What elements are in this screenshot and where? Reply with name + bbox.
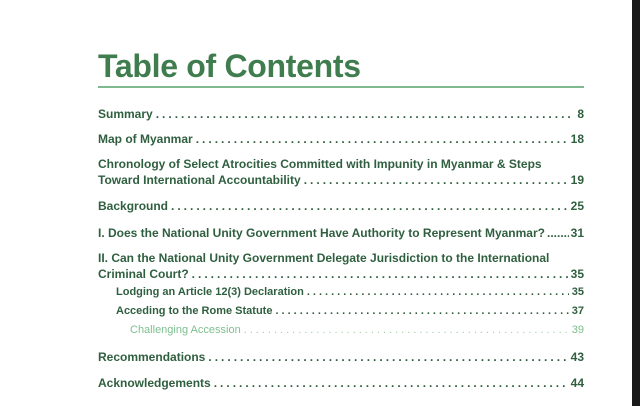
toc-entry-page: 35 — [571, 286, 584, 298]
toc-entry-label: Challenging Accession — [130, 324, 241, 336]
toc-entry-chronology[interactable] — [98, 156, 584, 188]
dot-leader — [171, 198, 568, 214]
toc-entry-label: Acknowledgements — [98, 376, 211, 390]
toc-entry-label: Background — [98, 199, 169, 213]
toc-entry-label: Criminal Court? — [98, 267, 189, 281]
toc-entry-label: Acceding to the Rome Statute — [116, 305, 273, 317]
page-title: Table of Contents — [98, 48, 361, 84]
toc-entry-page: 19 — [570, 173, 584, 187]
toc-entry-section-2[interactable] — [98, 250, 584, 282]
toc-entry-label: Map of Myanmar — [98, 132, 193, 146]
toc-entry-label: Recommendations — [98, 350, 206, 364]
toc-entry-page: 18 — [570, 132, 584, 146]
toc-subentry-challenging-accession[interactable] — [98, 322, 584, 338]
toc-page — [98, 46, 584, 390]
toc-entry-section-1[interactable] — [98, 225, 584, 241]
toc-entry-label-line1: Chronology of Select Atrocities Committed with Impunity in Myanmar & Steps — [98, 157, 542, 171]
dot-leader — [307, 284, 569, 300]
toc-entry-background[interactable] — [98, 198, 584, 214]
toc-subentry-article-12-3[interactable] — [98, 284, 584, 300]
dot-leader — [208, 349, 567, 365]
dot-leader — [156, 106, 575, 122]
page-edge — [632, 0, 640, 406]
dot-leader — [244, 322, 569, 338]
toc-entry-label: Lodging an Article 12(3) Declaration — [116, 286, 304, 298]
toc-entry-page: 39 — [571, 324, 584, 336]
toc-subentry-rome-statute[interactable] — [98, 303, 584, 319]
dot-leader — [196, 131, 568, 147]
toc-entry-acknowledgements[interactable] — [98, 375, 584, 391]
toc-entry-page: 25 — [570, 199, 584, 213]
toc-entry-page: 44 — [570, 376, 584, 390]
toc-entry-page: 8 — [577, 107, 584, 121]
toc-entry-page: 35 — [570, 267, 584, 281]
toc-entry-label-line1: II. Can the National Unity Government Delegate Jurisdiction to the International — [98, 251, 550, 265]
toc-entry-label: I. Does the National Unity Government Have Authority to Represent Myanmar? — [98, 226, 545, 240]
toc-entry-page: 37 — [571, 305, 584, 317]
toc-entry-map[interactable] — [98, 131, 584, 147]
dot-leader — [304, 172, 568, 188]
dot-leader — [192, 266, 568, 282]
dot-leader — [214, 375, 568, 391]
toc-entry-recommendations[interactable] — [98, 349, 584, 365]
dot-leader — [547, 225, 569, 241]
toc-entry-label: Toward International Accountability — [98, 173, 301, 187]
toc-entry-page: 31 — [570, 226, 584, 240]
toc-entry-summary[interactable] — [98, 106, 584, 122]
title-divider — [98, 86, 584, 88]
toc-entry-label: Summary — [98, 107, 153, 121]
toc-entry-page: 43 — [570, 350, 584, 364]
dot-leader — [275, 303, 568, 319]
